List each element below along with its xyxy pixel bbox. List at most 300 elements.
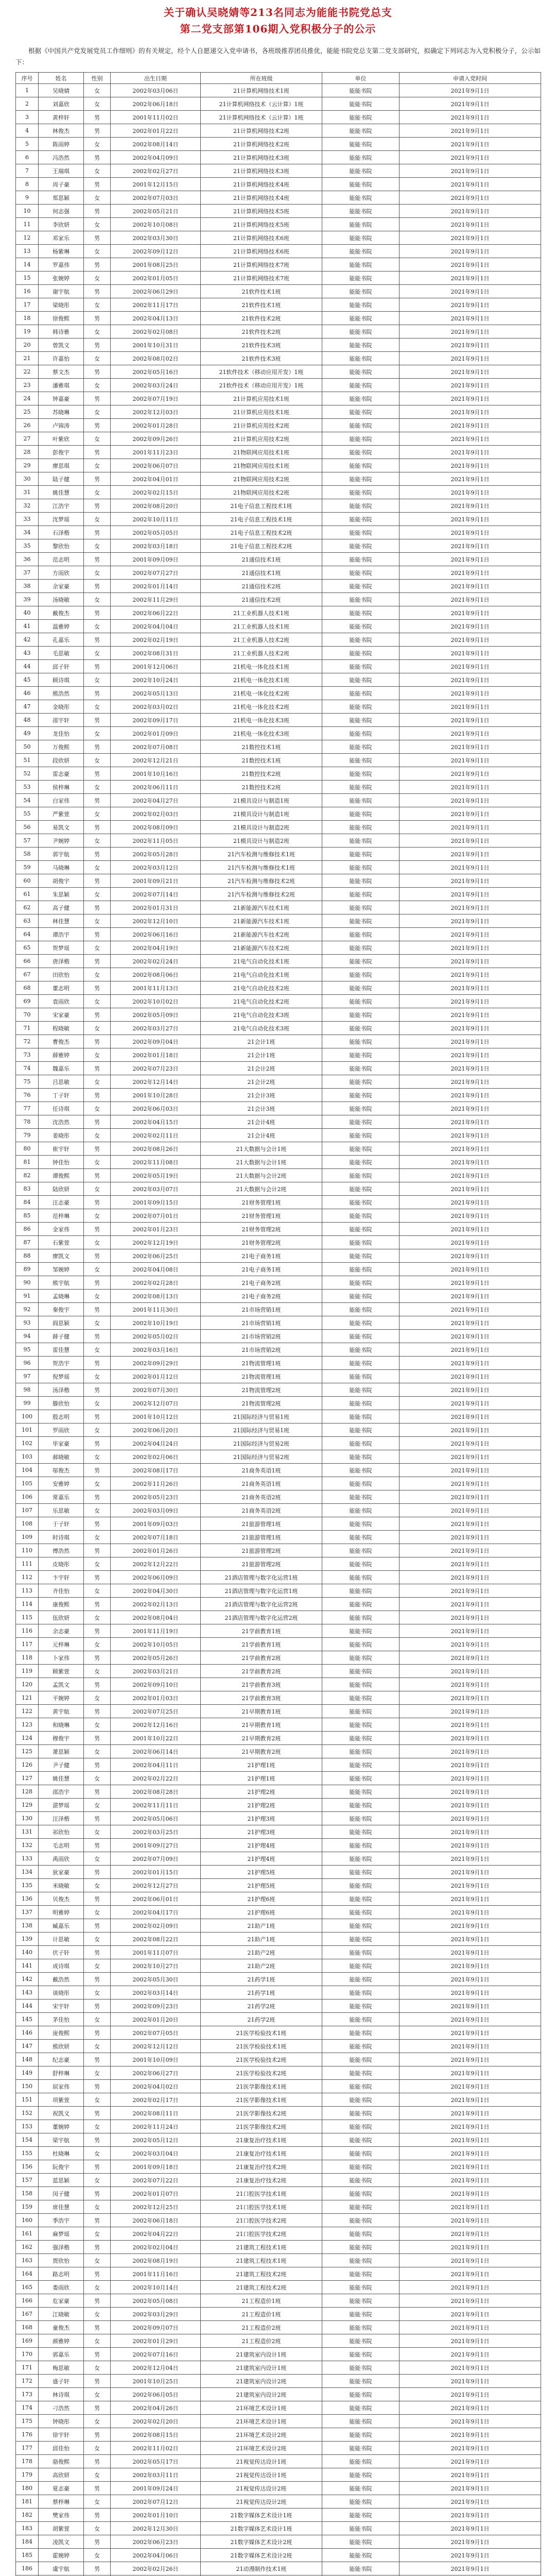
cell-apply-date: 2021年9月1日: [399, 2241, 541, 2254]
table-row: [16, 1223, 541, 1236]
cell-class: 21护理4班: [201, 1852, 322, 1866]
cell-class: 21学前教育1班: [201, 1638, 322, 1651]
cell-gender: 男: [84, 687, 111, 700]
cell-number: 93: [16, 1316, 39, 1330]
cell-birth-date: 2002年04月22日: [111, 2227, 201, 2241]
cell-unit: 能能书院: [322, 1879, 399, 1892]
cell-number: 60: [16, 874, 39, 888]
cell-unit: 能能书院: [322, 486, 399, 499]
cell-class: 21数控技术2班: [201, 781, 322, 794]
cell-birth-date: 2002年05月09日: [111, 1008, 201, 1022]
cell-number: 108: [16, 1517, 39, 1531]
cell-unit: 能能书院: [322, 1464, 399, 1477]
cell-name: 白家伟: [39, 794, 84, 807]
cell-class: 21建筑工程技术2班: [201, 2281, 322, 2294]
table-row: [16, 1839, 541, 1852]
table-row: [16, 2361, 541, 2375]
cell-birth-date: 2002年06月25日: [111, 1249, 201, 1263]
cell-apply-date: 2021年9月1日: [399, 1785, 541, 1799]
cell-number: 55: [16, 807, 39, 821]
header-cell: 序号: [16, 73, 39, 84]
cell-gender: 男: [84, 2509, 111, 2522]
cell-class: 21康复治疗技术2班: [201, 2174, 322, 2187]
cell-gender: 男: [84, 1705, 111, 1718]
table-row: [16, 2281, 541, 2294]
cell-class: 21建筑工程技术2班: [201, 2267, 322, 2281]
table-row: [16, 1089, 541, 1102]
table-row: [16, 2455, 541, 2468]
cell-gender: 男: [84, 660, 111, 673]
cell-gender: 男: [84, 1544, 111, 1557]
table-row: [16, 781, 541, 794]
cell-number: 36: [16, 553, 39, 566]
cell-number: 171: [16, 2361, 39, 2375]
cell-name: 穆俊宇: [39, 1732, 84, 1745]
cell-number: 173: [16, 2388, 39, 2401]
cell-apply-date: 2021年9月1日: [399, 1397, 541, 1410]
cell-name: 麻梦瑶: [39, 2227, 84, 2241]
table-row: [16, 1357, 541, 1370]
cell-birth-date: 2002年12月14日: [111, 1075, 201, 1089]
cell-unit: 能能书院: [322, 1678, 399, 1691]
cell-name: 胡紫萱: [39, 2522, 84, 2535]
cell-gender: 男: [84, 1678, 111, 1691]
cell-apply-date: 2021年9月1日: [399, 1102, 541, 1115]
cell-class: 21学前教育3班: [201, 1691, 322, 1705]
cell-gender: 男: [84, 2401, 111, 2415]
cell-name: 米晓敏: [39, 1879, 84, 1892]
table-row: [16, 1785, 541, 1799]
table-row: [16, 2522, 541, 2535]
cell-name: 蓝思颖: [39, 2174, 84, 2187]
cell-number: 100: [16, 1410, 39, 1423]
table-row: [16, 1973, 541, 1986]
cell-number: 109: [16, 1531, 39, 1544]
cell-unit: 能能书院: [322, 1705, 399, 1718]
cell-number: 102: [16, 1437, 39, 1450]
cell-gender: 女: [84, 97, 111, 111]
table-row: [16, 513, 541, 526]
cell-apply-date: 2021年9月1日: [399, 874, 541, 888]
cell-name: 路志明: [39, 2267, 84, 2281]
cell-class: 21建筑室内设计2班: [201, 2388, 322, 2401]
cell-number: 17: [16, 298, 39, 312]
cell-unit: 能能书院: [322, 1290, 399, 1303]
cell-birth-date: 2002年07月09日: [111, 1852, 201, 1866]
cell-class: 21计算机网络技术3班: [201, 164, 322, 178]
cell-birth-date: 2001年12月15日: [111, 178, 201, 191]
cell-name: 傅浩然: [39, 1544, 84, 1557]
cell-unit: 能能书院: [322, 2066, 399, 2080]
cell-gender: 男: [84, 1035, 111, 1048]
cell-class: 21电气自动化技术3班: [201, 1022, 322, 1035]
cell-birth-date: 2002年12月10日: [111, 914, 201, 928]
cell-unit: 能能书院: [322, 2040, 399, 2053]
table-row: [16, 2388, 541, 2401]
cell-gender: 女: [84, 1048, 111, 1062]
cell-class: 21医学检验技术1班: [201, 2040, 322, 2053]
cell-name: 闵子健: [39, 2187, 84, 2200]
cell-class: 21护理4班: [201, 1839, 322, 1852]
cell-number: 75: [16, 1075, 39, 1089]
cell-unit: 能能书院: [322, 272, 399, 285]
cell-gender: 男: [84, 955, 111, 968]
cell-birth-date: 2002年08月28日: [111, 1785, 201, 1799]
table-row: [16, 901, 541, 914]
cell-apply-date: 2021年9月1日: [399, 2187, 541, 2200]
cell-gender: 女: [84, 1718, 111, 1732]
cell-number: 167: [16, 2308, 39, 2321]
cell-birth-date: 2002年04月26日: [111, 2401, 201, 2415]
cell-birth-date: 2002年02月26日: [111, 2562, 201, 2575]
cell-name: 薛子健: [39, 1330, 84, 1343]
cell-class: 21市场营销2班: [201, 1343, 322, 1357]
cell-number: 114: [16, 1598, 39, 1611]
table-row: [16, 2348, 541, 2361]
cell-apply-date: 2021年9月1日: [399, 1718, 541, 1732]
cell-birth-date: 2002年11月17日: [111, 298, 201, 312]
table-row: [16, 2200, 541, 2214]
cell-apply-date: 2021年9月1日: [399, 2361, 541, 2375]
cell-number: 151: [16, 2093, 39, 2107]
cell-unit: 能能书院: [322, 606, 399, 620]
cell-class: 21药学2班: [201, 2013, 322, 2026]
cell-class: 21数字媒体艺术设计2班: [201, 2535, 322, 2549]
cell-gender: 女: [84, 807, 111, 821]
cell-birth-date: 2002年03月27日: [111, 1022, 201, 1035]
cell-number: 121: [16, 1691, 39, 1705]
cell-apply-date: 2021年9月1日: [399, 1892, 541, 1906]
cell-unit: 能能书院: [322, 2468, 399, 2482]
cell-name: 冯浩然: [39, 151, 84, 164]
cell-unit: 能能书院: [322, 767, 399, 781]
table-row: [16, 1196, 541, 1209]
cell-apply-date: 2021年9月1日: [399, 861, 541, 874]
cell-apply-date: 2021年9月1日: [399, 285, 541, 298]
cell-apply-date: 2021年9月1日: [399, 2147, 541, 2160]
cell-number: 31: [16, 486, 39, 499]
cell-class: 21护理2班: [201, 1799, 322, 1812]
cell-birth-date: 2002年02月20日: [111, 2415, 201, 2428]
cell-class: 21机电一体化技术3班: [201, 727, 322, 740]
cell-name: 姚佳慧: [39, 486, 84, 499]
cell-birth-date: 2002年04月17日: [111, 1906, 201, 1919]
cell-unit: 能能书院: [322, 1089, 399, 1102]
cell-number: 4: [16, 124, 39, 138]
cell-unit: 能能书院: [322, 1959, 399, 1973]
table-row: [16, 2026, 541, 2040]
table-row: [16, 2562, 541, 2575]
cell-gender: 女: [84, 1665, 111, 1678]
table-row: [16, 1477, 541, 1490]
table-row: [16, 405, 541, 419]
cell-apply-date: 2021年9月1日: [399, 405, 541, 419]
cell-name: 林佳慧: [39, 914, 84, 928]
cell-birth-date: 2002年08月17日: [111, 1464, 201, 1477]
table-row: [16, 205, 541, 218]
cell-class: 21软件技术（移动应用开发）1班: [201, 365, 322, 379]
table-row: [16, 687, 541, 700]
cell-gender: 男: [84, 178, 111, 191]
cell-number: 24: [16, 392, 39, 405]
cell-number: 125: [16, 1745, 39, 1758]
cell-name: 康俊熙: [39, 1598, 84, 1611]
table-header-row: [16, 73, 541, 84]
cell-class: 21电气自动化技术1班: [201, 968, 322, 981]
cell-unit: 能能书院: [322, 740, 399, 754]
cell-gender: 男: [84, 1919, 111, 1933]
cell-class: 21物流管理2班: [201, 1397, 322, 1410]
cell-birth-date: 2002年01月09日: [111, 727, 201, 740]
cell-birth-date: 2002年04月15日: [111, 1115, 201, 1129]
cell-unit: 能能书院: [322, 1651, 399, 1665]
cell-apply-date: 2021年9月1日: [399, 1490, 541, 1504]
cell-class: 21电气自动化技术2班: [201, 981, 322, 995]
cell-name: 孔嘉乐: [39, 633, 84, 647]
cell-birth-date: 2002年08月20日: [111, 499, 201, 513]
cell-gender: 女: [84, 2013, 111, 2026]
cell-apply-date: 2021年9月1日: [399, 767, 541, 781]
cell-unit: 能能书院: [322, 928, 399, 941]
cell-birth-date: 2002年01月18日: [111, 1048, 201, 1062]
cell-number: 56: [16, 821, 39, 834]
cell-birth-date: 2002年04月02日: [111, 2080, 201, 2093]
cell-apply-date: 2021年9月1日: [399, 2080, 541, 2093]
cell-name: 蔡文杰: [39, 365, 84, 379]
cell-apply-date: 2021年9月1日: [399, 2549, 541, 2562]
cell-apply-date: 2021年9月1日: [399, 995, 541, 1008]
cell-apply-date: 2021年9月1日: [399, 2375, 541, 2388]
cell-gender: 女: [84, 486, 111, 499]
cell-name: 茅佳怡: [39, 2013, 84, 2026]
cell-name: 邵宇轩: [39, 714, 84, 727]
cell-birth-date: 2002年05月30日: [111, 1973, 201, 1986]
cell-class: 21医学影像技术2班: [201, 2107, 322, 2120]
cell-number: 92: [16, 1303, 39, 1316]
cell-class: 21计算机应用技术1班: [201, 392, 322, 405]
cell-birth-date: 2002年01月07日: [111, 2187, 201, 2200]
cell-name: 唐泽楷: [39, 955, 84, 968]
cell-class: 21国际经济与贸易2班: [201, 1437, 322, 1450]
cell-unit: 能能书院: [322, 1745, 399, 1758]
cell-birth-date: 2002年05月16日: [111, 365, 201, 379]
table-row: [16, 1919, 541, 1933]
cell-class: 21口腔医学技术1班: [201, 2187, 322, 2200]
cell-gender: 女: [84, 1075, 111, 1089]
cell-class: 21护理5班: [201, 1879, 322, 1892]
table-row: [16, 298, 541, 312]
cell-class: 21医学影像技术2班: [201, 2120, 322, 2133]
cell-apply-date: 2021年9月1日: [399, 2026, 541, 2040]
cell-class: 21大数据与会计2班: [201, 1182, 322, 1196]
cell-birth-date: 2002年08月02日: [111, 352, 201, 365]
cell-birth-date: 2002年02月13日: [111, 1598, 201, 1611]
cell-unit: 能能书院: [322, 848, 399, 861]
cell-number: 28: [16, 446, 39, 459]
cell-number: 42: [16, 633, 39, 647]
table-row: [16, 1022, 541, 1035]
table-row: [16, 272, 541, 285]
cell-name: 纪志豪: [39, 2053, 84, 2066]
cell-class: 21会计2班: [201, 1075, 322, 1089]
cell-birth-date: 2002年09月26日: [111, 432, 201, 446]
cell-gender: 男: [84, 446, 111, 459]
cell-unit: 能能书院: [322, 1785, 399, 1799]
cell-unit: 能能书院: [322, 539, 399, 553]
cell-gender: 女: [84, 1316, 111, 1330]
cell-birth-date: 2002年03月02日: [111, 700, 201, 714]
cell-apply-date: 2021年9月1日: [399, 1611, 541, 1624]
cell-name: 魏嘉乐: [39, 1062, 84, 1075]
table-row: [16, 2147, 541, 2160]
cell-name: 吕思敏: [39, 1075, 84, 1089]
cell-name: 叶紫欣: [39, 432, 84, 446]
cell-unit: 能能书院: [322, 1182, 399, 1196]
cell-class: 21物流管理1班: [201, 1370, 322, 1383]
cell-birth-date: 2002年06月27日: [111, 2066, 201, 2080]
table-row: [16, 1450, 541, 1464]
cell-unit: 能能书院: [322, 325, 399, 338]
cell-apply-date: 2021年9月1日: [399, 84, 541, 97]
cell-name: 梅思敏: [39, 2361, 84, 2375]
cell-name: 贺浩宇: [39, 1357, 84, 1370]
cell-class: 21工业机器人技术2班: [201, 647, 322, 660]
cell-name: 江晓敏: [39, 2308, 84, 2321]
cell-apply-date: 2021年9月1日: [399, 1584, 541, 1598]
cell-birth-date: 2002年02月08日: [111, 325, 201, 338]
cell-class: 21建筑工程技术1班: [201, 2241, 322, 2254]
cell-birth-date: 2002年12月03日: [111, 405, 201, 419]
cell-unit: 能能书院: [322, 1852, 399, 1866]
cell-number: 95: [16, 1343, 39, 1357]
cell-gender: 女: [84, 2522, 111, 2535]
cell-class: 21早期教育1班: [201, 1705, 322, 1718]
cell-unit: 能能书院: [322, 941, 399, 955]
cell-class: 21计算机网络技术4班: [201, 191, 322, 205]
cell-apply-date: 2021年9月1日: [399, 472, 541, 486]
cell-number: 103: [16, 1450, 39, 1464]
cell-birth-date: 2002年06月18日: [111, 2214, 201, 2227]
cell-class: 21机电一体化技术1班: [201, 673, 322, 687]
cell-number: 73: [16, 1048, 39, 1062]
table-row: [16, 2401, 541, 2415]
cell-apply-date: 2021年9月1日: [399, 1196, 541, 1209]
cell-gender: 女: [84, 1557, 111, 1571]
table-row: [16, 1665, 541, 1678]
cell-unit: 能能书院: [322, 1933, 399, 1946]
cell-birth-date: 2002年06月11日: [111, 781, 201, 794]
cell-unit: 能能书院: [322, 513, 399, 526]
cell-birth-date: 2002年10月14日: [111, 2281, 201, 2294]
cell-birth-date: 2002年05月21日: [111, 205, 201, 218]
cell-gender: 男: [84, 1785, 111, 1799]
cell-class: 21电子商务2班: [201, 1276, 322, 1290]
cell-class: 21物联网应用技术1班: [201, 446, 322, 459]
cell-apply-date: 2021年9月1日: [399, 2107, 541, 2120]
cell-name: 邓家乐: [39, 231, 84, 245]
cell-class: 21康复治疗技术2班: [201, 2160, 322, 2174]
document-title: 关于确认吴晓婧等213名同志为能能书院党总支: [164, 6, 392, 19]
cell-gender: 男: [84, 1357, 111, 1370]
cell-unit: 能能书院: [322, 1557, 399, 1571]
cell-number: 120: [16, 1678, 39, 1691]
cell-unit: 能能书院: [322, 2334, 399, 2348]
cell-name: 平婉婷: [39, 1691, 84, 1705]
cell-gender: 男: [84, 2455, 111, 2468]
cell-number: 20: [16, 338, 39, 352]
cell-apply-date: 2021年9月1日: [399, 901, 541, 914]
cell-unit: 能能书院: [322, 2254, 399, 2267]
cell-birth-date: 2002年06月16日: [111, 928, 201, 941]
cell-birth-date: 2001年10月12日: [111, 1410, 201, 1423]
cell-class: 21早期教育2班: [201, 1745, 322, 1758]
cell-name: 王瑞琪: [39, 164, 84, 178]
table-row: [16, 285, 541, 298]
cell-name: 郝晓敏: [39, 1450, 84, 1464]
cell-birth-date: 2002年08月15日: [111, 2428, 201, 2442]
cell-class: 21汽车检测与维修技术2班: [201, 874, 322, 888]
cell-name: 高欣妍: [39, 2468, 84, 2482]
cell-apply-date: 2021年9月1日: [399, 1156, 541, 1169]
cell-apply-date: 2021年9月1日: [399, 539, 541, 553]
cell-unit: 能能书院: [322, 446, 399, 459]
cell-gender: 男: [84, 2133, 111, 2147]
cell-unit: 能能书院: [322, 1758, 399, 1772]
cell-number: 186: [16, 2562, 39, 2575]
cell-class: 21视觉传达设计1班: [201, 2455, 322, 2468]
table-row: [16, 1611, 541, 1624]
cell-gender: 男: [84, 606, 111, 620]
cell-unit: 能能书院: [322, 874, 399, 888]
cell-name: 梁晓彤: [39, 298, 84, 312]
cell-gender: 女: [84, 1397, 111, 1410]
cell-number: 146: [16, 2026, 39, 2040]
cell-class: 21模具设计与制造2班: [201, 834, 322, 848]
cell-apply-date: 2021年9月1日: [399, 1732, 541, 1745]
cell-birth-date: 2001年11月16日: [111, 2267, 201, 2281]
cell-gender: 女: [84, 727, 111, 740]
table-row: [16, 178, 541, 191]
cell-birth-date: 2002年10月27日: [111, 1959, 201, 1973]
table-row: [16, 2495, 541, 2509]
table-row: [16, 352, 541, 365]
cell-class: 21商务英语1班: [201, 1464, 322, 1477]
table-row: [16, 2107, 541, 2120]
cell-name: 伏子轩: [39, 1946, 84, 1959]
cell-gender: 女: [84, 1477, 111, 1490]
cell-birth-date: 2002年11月11日: [111, 1799, 201, 1812]
cell-class: 21工业机器人技术2班: [201, 633, 322, 647]
table-row: [16, 2093, 541, 2107]
cell-birth-date: 2002年01月23日: [111, 1223, 201, 1236]
cell-class: 21物联网应用技术1班: [201, 459, 322, 472]
cell-number: 79: [16, 1129, 39, 1142]
cell-apply-date: 2021年9月1日: [399, 1437, 541, 1450]
cell-apply-date: 2021年9月1日: [399, 1973, 541, 1986]
cell-number: 16: [16, 285, 39, 298]
cell-class: 21电子商务1班: [201, 1249, 322, 1263]
cell-name: 卞宇轩: [39, 1571, 84, 1584]
cell-class: 21模具设计与制造1班: [201, 807, 322, 821]
table-row: [16, 1624, 541, 1638]
cell-number: 182: [16, 2509, 39, 2522]
cell-class: 21助产1班: [201, 1919, 322, 1933]
cell-name: 陆欣妍: [39, 1182, 84, 1196]
cell-class: 21视觉传达设计1班: [201, 2468, 322, 2482]
cell-class: 21软件技术3班: [201, 338, 322, 352]
table-row: [16, 1598, 541, 1611]
cell-gender: 女: [84, 1933, 111, 1946]
